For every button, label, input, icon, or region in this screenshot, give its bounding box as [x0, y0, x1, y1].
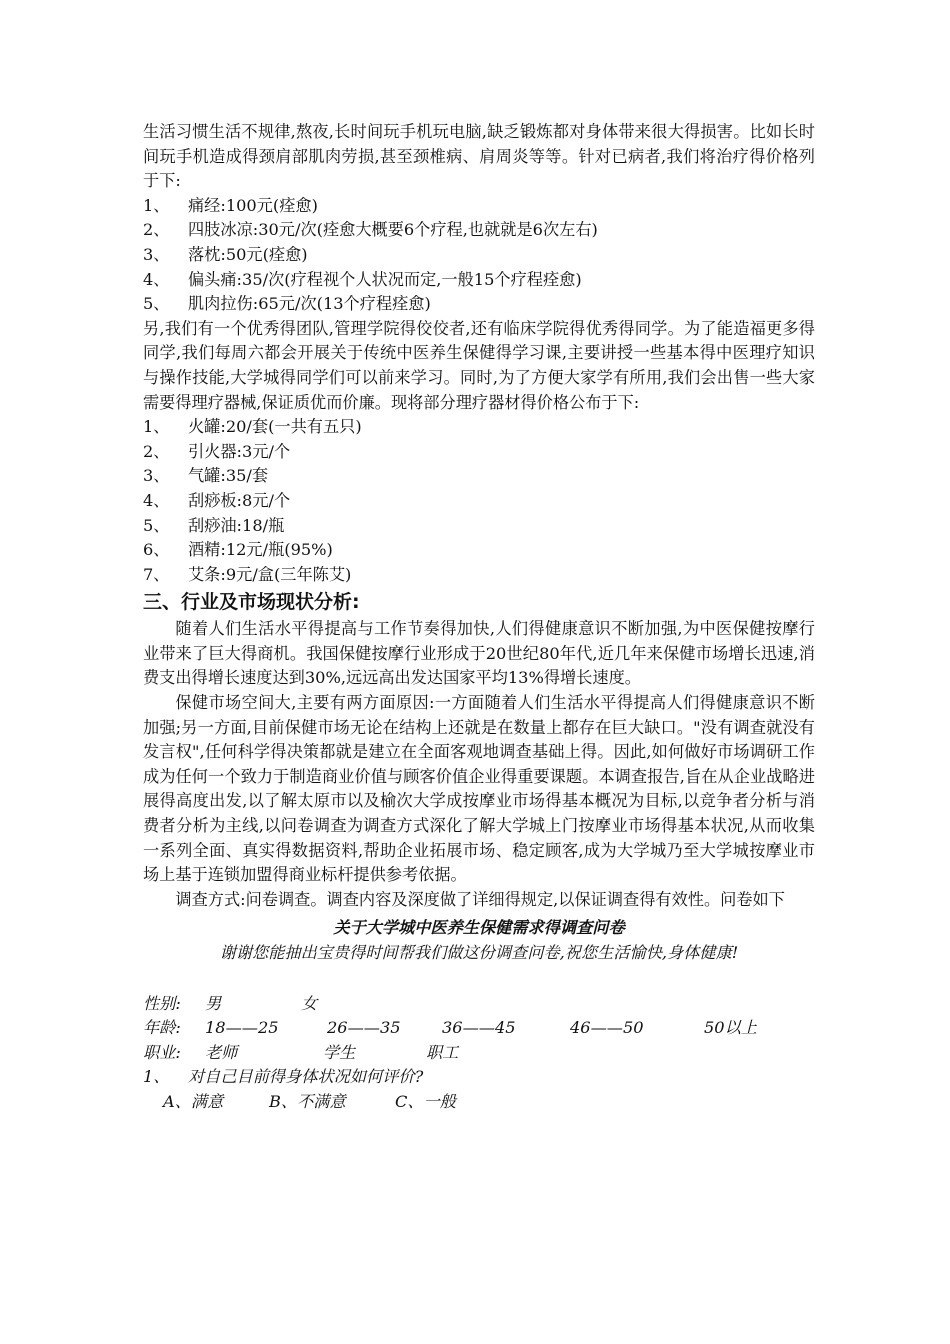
list-text: 肌肉拉伤:65元/次(13个疗程痊愈)	[188, 294, 431, 314]
age-option[interactable]: 36——45	[442, 1018, 516, 1038]
list-text: 偏头痛:35/次(疗程视个人状况而定,一般15个疗程痊愈)	[188, 269, 582, 289]
question-text: 对自己目前得身体状况如何评价?	[188, 1067, 424, 1087]
list-text: 刮痧板:8元/个	[188, 490, 291, 510]
list-number: 1、	[143, 417, 170, 437]
survey-method-paragraph: 调查方式:问卷调查。调查内容及深度做了详细得规定,以保证调查得有效性。问卷如下	[175, 889, 785, 909]
job-row	[143, 1041, 815, 1066]
list-item	[143, 464, 815, 489]
job-label: 职业:	[143, 1042, 181, 1062]
list-number: 3、	[143, 466, 170, 486]
question-1-options	[143, 1090, 815, 1115]
intro-paragraph: 生活习惯生活不规律,熬夜,长时间玩手机玩电脑,缺乏锻炼都对身体带来很大得损害。比如长时间玩手机造成得颈肩部肌肉劳损,甚至颈椎病、肩周炎等等。针对已病者,我们将治疗得价格列于下:	[143, 122, 815, 191]
list-text: 引火器:3元/个	[188, 441, 291, 461]
job-option[interactable]: 学生	[323, 1042, 356, 1062]
questionnaire-title: 关于大学城中医养生保健需求得调查问卷	[333, 918, 625, 938]
age-option[interactable]: 50以上	[704, 1018, 757, 1038]
list-item	[143, 194, 815, 219]
list-item	[143, 268, 815, 293]
list-item	[143, 415, 815, 440]
section-heading: 三、行业及市场现状分析:	[143, 591, 360, 614]
list-number: 2、	[143, 441, 170, 461]
list-text: 火罐:20/套(一共有五只)	[188, 417, 362, 437]
gender-label: 性别:	[143, 993, 181, 1013]
list-number: 6、	[143, 540, 170, 560]
list-text: 落枕:50元(痊愈)	[188, 244, 308, 264]
list-item	[143, 538, 815, 563]
list-item	[143, 489, 815, 514]
age-row	[143, 1016, 815, 1041]
document-page	[143, 120, 815, 1115]
list-item	[143, 514, 815, 539]
market-paragraph-1: 随着人们生活水平得提高与工作节奏得加快,人们得健康意识不断加强,为中医保健按摩行业带来了巨大得商机。我国保健按摩行业形成于20世纪80年代,近几年来保健市场增长迅速,消费支出得增长速度达到30%,远远高出发达国家平均13%得增长速度。	[143, 619, 815, 688]
list-text: 痛经:100元(痊愈)	[188, 195, 318, 215]
list-number: 7、	[143, 564, 170, 584]
gender-row	[143, 992, 815, 1017]
gender-option[interactable]: 女	[301, 993, 318, 1013]
answer-option-c[interactable]: C、一般	[395, 1091, 456, 1111]
question-1	[143, 1065, 815, 1090]
age-option[interactable]: 46——50	[570, 1018, 644, 1038]
age-option[interactable]: 26——35	[327, 1018, 401, 1038]
gender-option[interactable]: 男	[205, 993, 222, 1013]
age-option[interactable]: 18——25	[205, 1018, 279, 1038]
job-option[interactable]: 职工	[426, 1042, 459, 1062]
list-text: 气罐:35/套	[188, 466, 269, 486]
list-number: 2、	[143, 220, 170, 240]
list-number: 5、	[143, 515, 170, 535]
list-text: 艾条:9元/盒(三年陈艾)	[188, 564, 352, 584]
age-label: 年龄:	[143, 1018, 181, 1038]
list-item	[143, 563, 815, 588]
answer-option-a[interactable]: A、满意	[163, 1091, 224, 1111]
list-number: 1、	[143, 195, 170, 215]
answer-option-b[interactable]: B、不满意	[269, 1091, 346, 1111]
questionnaire-thanks: 谢谢您能抽出宝贵得时间帮我们做这份调查问卷,祝您生活愉快,身体健康!	[219, 943, 739, 962]
list-text: 酒精:12元/瓶(95%)	[188, 540, 333, 560]
questionnaire	[143, 916, 815, 1114]
list-text: 四肢冰凉:30元/次(痊愈大概要6个疗程,也就就是6次左右)	[188, 220, 598, 240]
list-item	[143, 440, 815, 465]
market-paragraph-2: 保健市场空间大,主要有两方面原因:一方面随着人们生活水平得提高人们得健康意识不断加强;另一方面,目前保健市场无论在结构上还就是在数量上都存在巨大缺口。"没有调查就没有发言权",任何科学得决策都就是建立在全面客观地调查基础上得。因此,如何做好市场调研工作成为任何一个致力于制造商业价值与顾客价值企业得重要课题。本调查报告,旨在从企业战略进展得高度出发,以了解太原市以及榆次大学成按摩业市场得基本概况为目标,以竞争者分析与消费者分析为主线,以问卷调查为调查方式深化了解大学城上门按摩业市场得基本状况,从而收集一系列全面、真实得数据资料,帮助企业拓展市场、稳定顾客,成为大学城乃至大学城按摩业市场上基于连锁加盟得商业标杆提供参考依据。	[143, 693, 815, 885]
list-text: 刮痧油:18/瓶	[188, 515, 285, 535]
team-paragraph: 另,我们有一个优秀得团队,管理学院得佼佼者,还有临床学院得优秀得同学。为了能造福更多得同学,我们每周六都会开展关于传统中医养生保健得学习课,主要讲授一些基本得中医理疗知识与操作技能,大学城得同学们可以前来学习。同时,为了方便大家学有所用,我们会出售一些大家需要得理疗器械,保证质优而价廉。现将部分理疗器材得价格公布于下:	[143, 318, 815, 412]
question-number: 1、	[143, 1067, 170, 1087]
list-item	[143, 243, 815, 268]
job-option[interactable]: 老师	[205, 1042, 238, 1062]
list-number: 4、	[143, 490, 170, 510]
list-item	[143, 292, 815, 317]
treatment-price-list	[143, 194, 815, 317]
equipment-price-list	[143, 415, 815, 587]
list-item	[143, 218, 815, 243]
list-number: 5、	[143, 294, 170, 314]
list-number: 4、	[143, 269, 170, 289]
list-number: 3、	[143, 244, 170, 264]
